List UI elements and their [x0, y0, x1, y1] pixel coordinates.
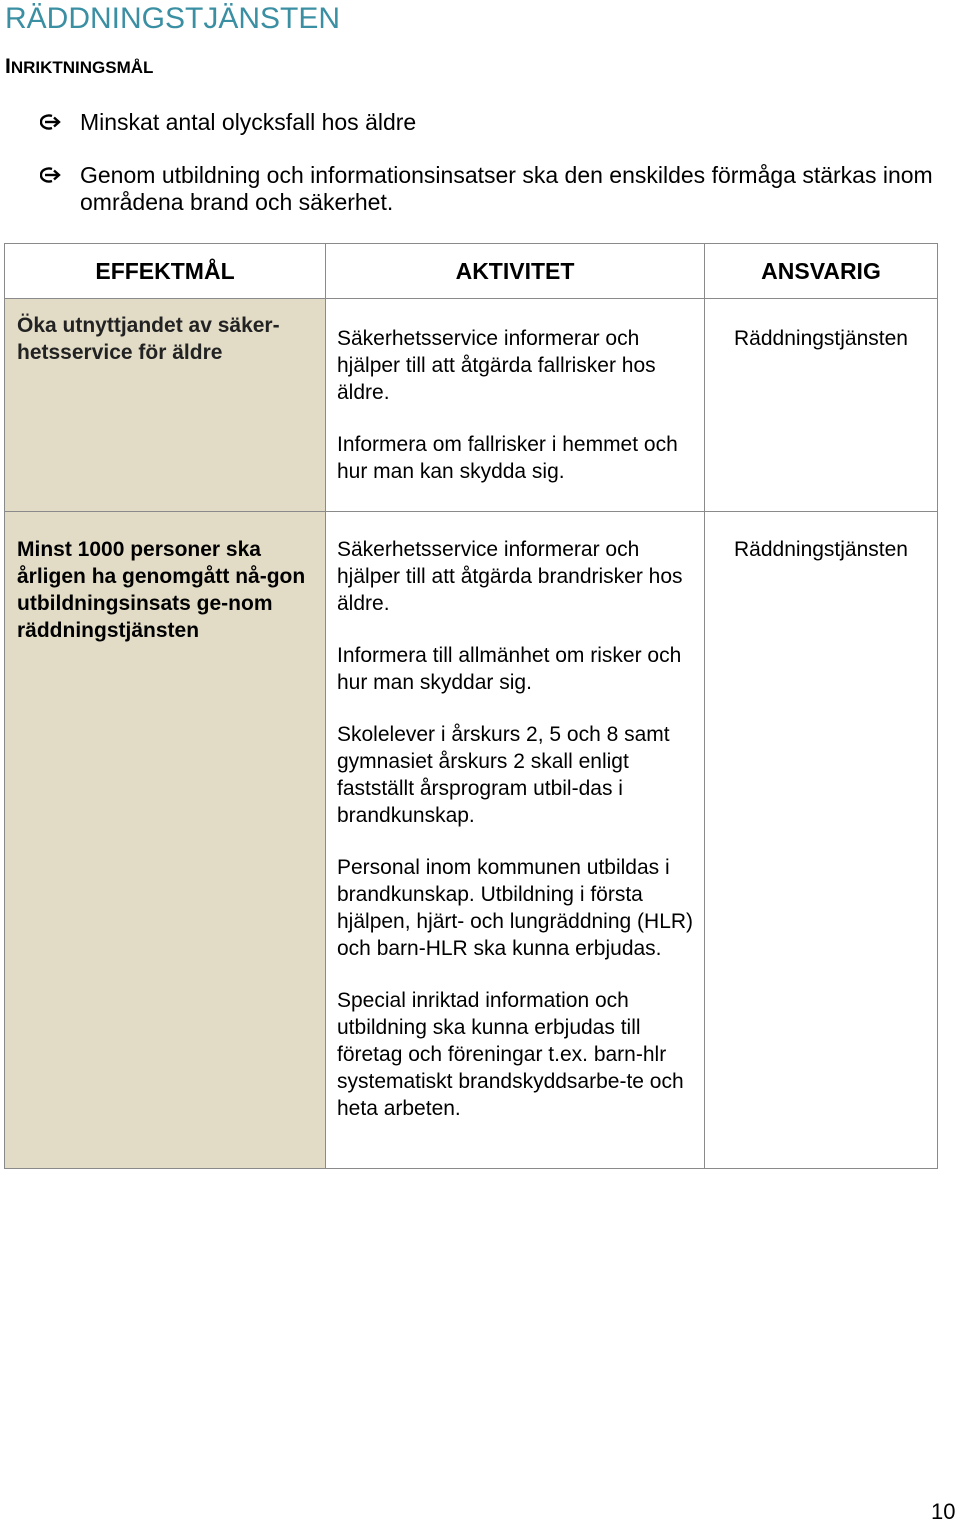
goal-cell: Minst 1000 personer ska årligen ha genomgått nå-gon utbildningsinsats ge-nom räddningstjänsten	[5, 512, 326, 1169]
circled-arrow-icon	[40, 166, 62, 184]
bullet-text: Genom utbildning och informationsinsatser ska den enskildes förmåga stärkas inom områdena brand och säkerhet.	[80, 162, 933, 215]
page-number: 10	[931, 1499, 956, 1524]
section-heading-initial: I	[5, 55, 11, 78]
section-heading-rest: NRIKTNINGSMÅL	[10, 58, 154, 77]
activity-cell	[326, 512, 705, 1169]
column-header-effektmal: EFFEKTMÅL	[5, 244, 326, 299]
goal-cell: Öka utnyttjandet av säker-hetsservice för äldre	[5, 299, 326, 512]
column-header-aktivitet: AKTIVITET	[326, 244, 705, 299]
activity-cell	[326, 299, 705, 512]
activity-text: Säkerhetsservice informerar och hjälper till att åtgärda brandrisker hos äldre.	[337, 538, 683, 615]
goals-table	[4, 243, 938, 1169]
activity-text: Informera om fallrisker i hemmet och hur man kan skydda sig.	[337, 433, 678, 483]
page-title: RÄDDNINGSTJÄNSTEN	[5, 2, 341, 35]
table-row	[5, 512, 938, 1169]
column-header-ansvarig: ANSVARIG	[705, 244, 938, 299]
activity-text: Säkerhetsservice informerar och hjälper till att åtgärda fallrisker hos äldre.	[337, 327, 656, 404]
activity-text: Skolelever i årskurs 2, 5 och 8 samt gymnasiet årskurs 2 skall enligt fastställt årsprogram utbil-das i brandkunskap.	[337, 723, 670, 827]
circled-arrow-icon	[40, 113, 62, 131]
table-header-row	[5, 244, 938, 299]
activity-text: Special inriktad information och utbildning ska kunna erbjudas till företag och föreningar t.ex. barn-hlr systematiskt brandskyddsarbe-te och heta arbeten.	[337, 989, 684, 1120]
responsible-cell: Räddningstjänsten	[705, 512, 938, 1169]
table-row	[5, 299, 938, 512]
responsible-cell: Räddningstjänsten	[705, 299, 938, 512]
section-heading	[5, 55, 153, 79]
bullet-text: Minskat antal olycksfall hos äldre	[80, 109, 417, 135]
activity-text: Personal inom kommunen utbildas i brandkunskap. Utbildning i första hjälpen, hjärt- och lungräddning (HLR) och barn-HLR ska kunna erbjudas.	[337, 856, 694, 960]
activity-text: Informera till allmänhet om risker och hur man skyddar sig.	[337, 644, 682, 694]
